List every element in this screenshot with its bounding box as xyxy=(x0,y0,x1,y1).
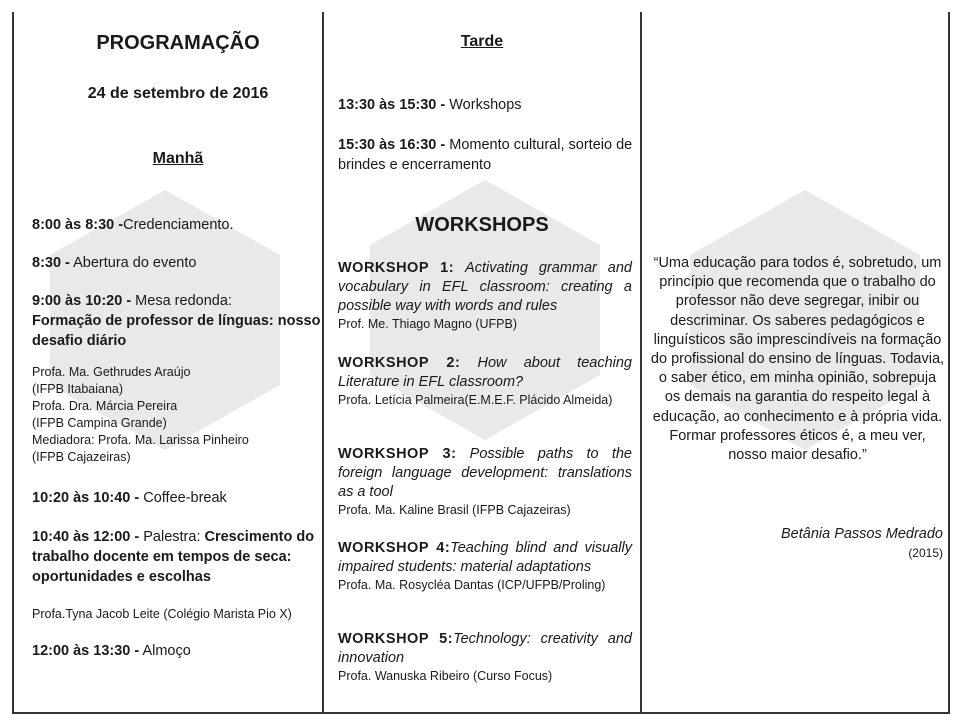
schedule-item: 12:00 às 13:30 - Almoço xyxy=(32,643,191,659)
talk-speaker: Profa.Tyna Jacob Leite (Colégio Marista Pio X) xyxy=(32,607,292,621)
workshop-item: WORKSHOP 4:Teaching blind and visually impaired students: material adaptations Profa. Ma. Rosycléa Dantas (ICP/UFPB/Proling) xyxy=(338,540,632,592)
column-divider xyxy=(640,12,642,714)
workshop-item: WORKSHOP 3: Possible paths to the foreign language development: translations as a tool Profa. Ma. Kaline Brasil (IFPB Cajazeiras) xyxy=(338,446,632,517)
quote-text: “Uma educação para todos é, sobretudo, um princípio que recomenda que o trabalho do professor não deve segregar, inibir ou descriminar. Os saberes pedagógicos e linguísticos são imprescindíveis na formação do profissional do ensino de línguas. Todavia, o saber ético, em minha opinião, sobrepuja os demais na garantia do respeito legal à educação, ao conhecimento e à própria vida. Formar professores éticos é, a meu ver, nosso maior desafio.” xyxy=(650,255,945,464)
panel-members: Profa. Ma. Gethrudes Araújo (IFPB Itabaiana) Profa. Dra. Márcia Pereira (IFPB Campina Grande) Mediadora: Profa. Ma. Larissa Pinheiro (IFPB Cajazeiras) xyxy=(32,365,249,464)
morning-heading: Manhã xyxy=(152,150,204,167)
workshop-item: WORKSHOP 1: Activating grammar and vocabulary in EFL classroom: creating a possible way with words and rules Prof. Me. Thiago Magno (UFPB) xyxy=(338,260,632,331)
schedule-item: 8:00 às 8:30 -Credenciamento. xyxy=(32,217,234,233)
schedule-item: 10:40 às 12:00 - Palestra: Crescimento do trabalho docente em tempos de seca: oportunidades e escolhas xyxy=(32,529,315,585)
column-divider xyxy=(322,12,324,714)
program-title: PROGRAMAÇÃO xyxy=(96,32,260,54)
quote-year: (2015) xyxy=(908,546,943,560)
workshop-item: WORKSHOP 5:Technology: creativity and innovation Profa. Wanuska Ribeiro (Curso Focus) xyxy=(338,631,632,683)
workshops-heading: WORKSHOPS xyxy=(415,214,549,236)
afternoon-heading: Tarde xyxy=(460,33,504,50)
schedule-item: 9:00 às 10:20 - Mesa redonda: Formação de professor de línguas: nosso desafio diário xyxy=(32,293,321,349)
schedule-item: 10:20 às 10:40 - Coffee-break xyxy=(32,490,227,506)
schedule-item: 8:30 - Abertura do evento xyxy=(32,255,197,271)
event-date: 24 de setembro de 2016 xyxy=(87,85,269,102)
quote-author: Betânia Passos Medrado xyxy=(780,526,943,542)
schedule-item: 15:30 às 16:30 - Momento cultural, sorteio de brindes e encerramento xyxy=(338,137,633,173)
workshop-item: WORKSHOP 2: How about teaching Literature in EFL classroom? Profa. Letícia Palmeira(E.M.E.F. Plácido Almeida) xyxy=(338,355,632,407)
schedule-item: 13:30 às 15:30 - Workshops xyxy=(338,97,522,113)
